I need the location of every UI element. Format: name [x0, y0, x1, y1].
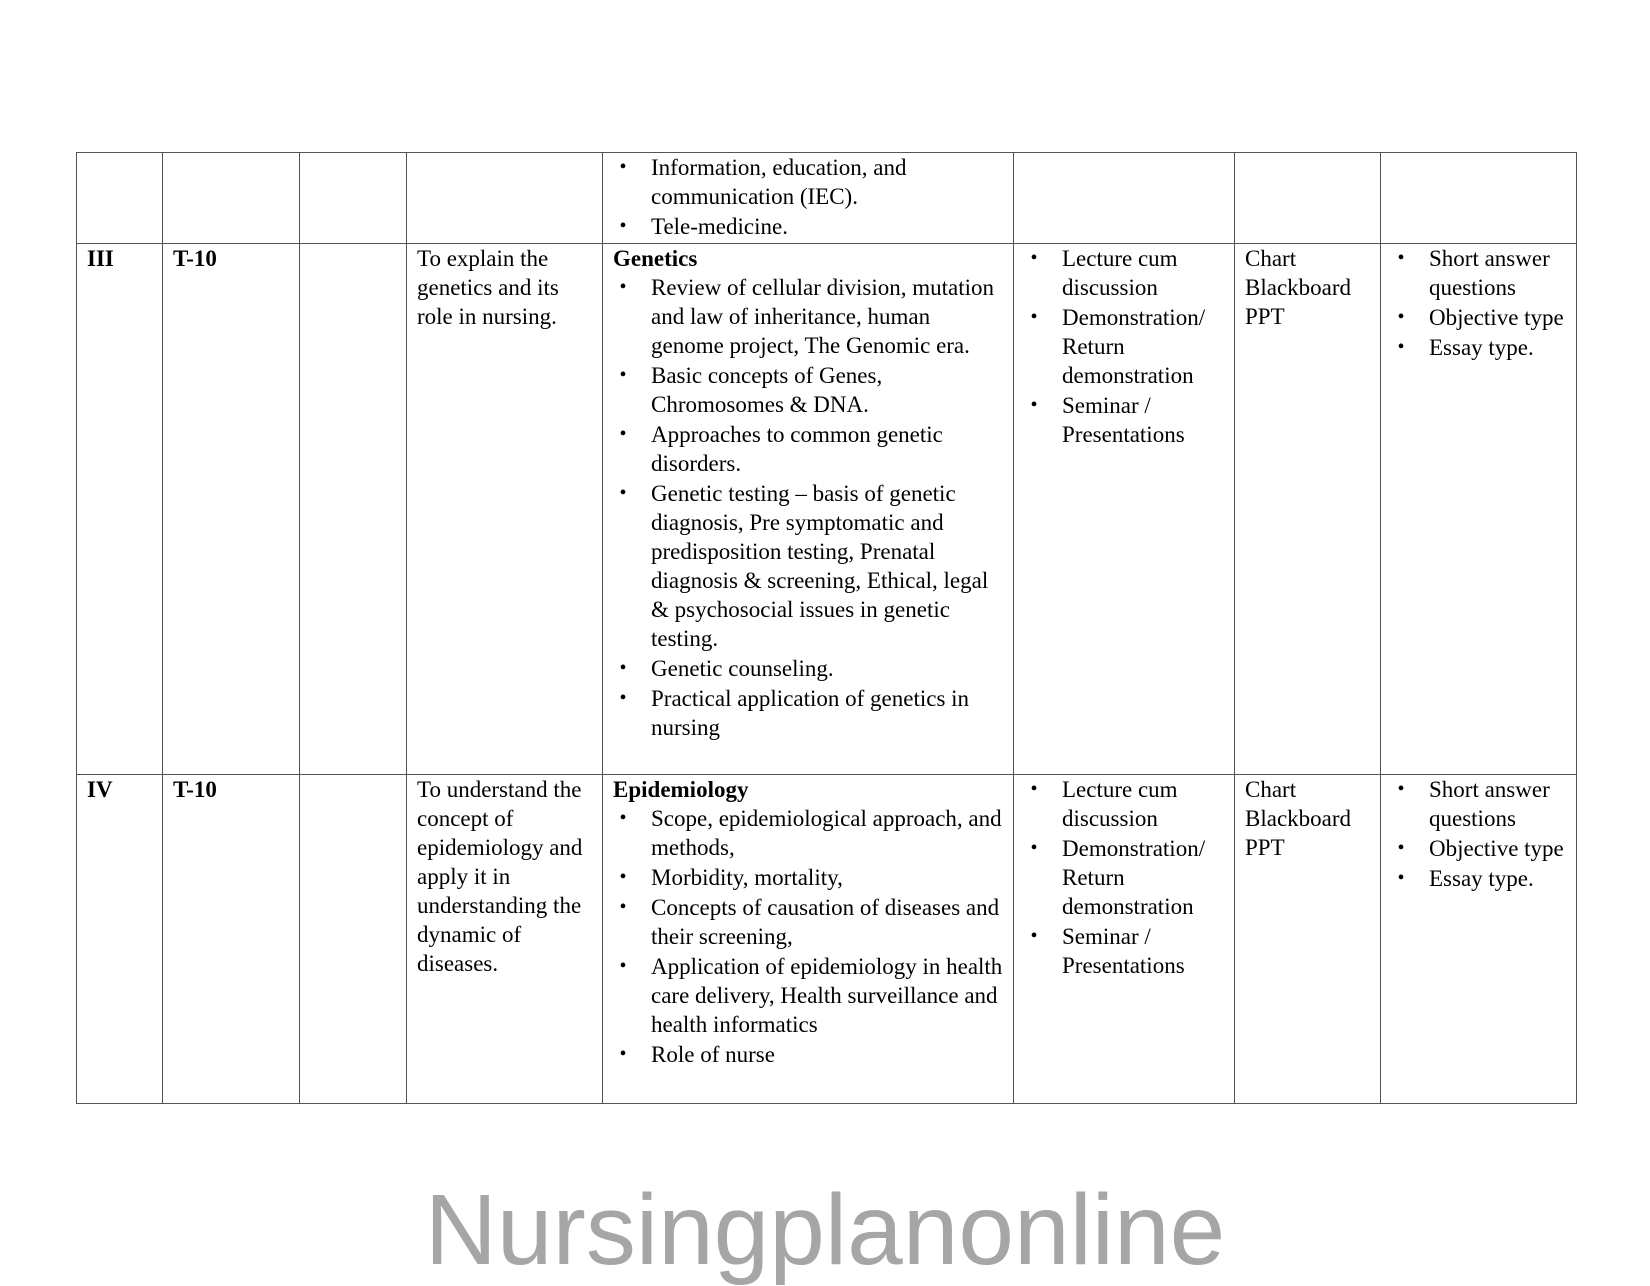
unit-cell	[77, 153, 163, 244]
list-item: • Tele-medicine.	[651, 212, 1003, 241]
av-aid-item: PPT	[1245, 304, 1285, 329]
table-row	[77, 153, 1577, 244]
list-item: • Information, education, and communication (IEC).	[651, 153, 1003, 211]
content-title: Epidemiology	[613, 777, 749, 802]
list-item: • Practical application of genetics in nursing	[651, 684, 1003, 742]
content-cell	[603, 153, 1014, 244]
table-row	[77, 244, 1577, 775]
objective-cell: To understand the concept of epidemiology and apply it in understanding the dynamic of diseases.	[407, 775, 603, 1104]
av-aid-item: Blackboard	[1245, 275, 1352, 300]
evaluation-cell	[1381, 244, 1577, 775]
content-cell	[603, 775, 1014, 1104]
methods-list	[1024, 244, 1224, 449]
list-item: • Review of cellular division, mutation and law of inheritance, human genome project, The Genomic era.	[651, 273, 1003, 360]
list-item: • Concepts of causation of diseases and their screening,	[651, 893, 1003, 951]
methods-cell	[1014, 153, 1235, 244]
empty-cell	[300, 244, 407, 775]
av-aid-item: Blackboard	[1245, 806, 1352, 831]
content-title: Genetics	[613, 246, 698, 271]
evaluation-list	[1391, 775, 1566, 893]
list-item: • Demonstration/ Return demonstration	[1062, 303, 1224, 390]
list-item: • Short answer questions	[1429, 775, 1566, 833]
list-item: • Approaches to common genetic disorders.	[651, 420, 1003, 478]
unit-cell: IV	[77, 775, 163, 1104]
list-item: • Seminar / Presentations	[1062, 922, 1224, 980]
empty-cell	[300, 775, 407, 1104]
av-aid-item: PPT	[1245, 835, 1285, 860]
syllabus-table	[76, 152, 1577, 1104]
methods-cell	[1014, 244, 1235, 775]
av-aids-list	[1245, 775, 1370, 862]
list-item: • Genetic counseling.	[651, 654, 1003, 683]
list-item: • Essay type.	[1429, 864, 1566, 893]
list-item: • Application of epidemiology in health care delivery, Health surveillance and health informatics	[651, 952, 1003, 1039]
list-item: • Lecture cum discussion	[1062, 244, 1224, 302]
methods-list	[1024, 775, 1224, 980]
table-body	[77, 153, 1577, 1104]
time-cell	[163, 153, 300, 244]
list-item: • Objective type	[1429, 303, 1566, 332]
objective-cell: To explain the genetics and its role in nursing.	[407, 244, 603, 775]
unit-cell: III	[77, 244, 163, 775]
empty-cell	[300, 153, 407, 244]
av-aids-cell	[1235, 244, 1381, 775]
objective-cell	[407, 153, 603, 244]
list-item: • Seminar / Presentations	[1062, 391, 1224, 449]
table-row	[77, 775, 1577, 1104]
content-list	[613, 273, 1003, 742]
list-item: • Short answer questions	[1429, 244, 1566, 302]
list-item: • Morbidity, mortality,	[651, 863, 1003, 892]
av-aids-cell	[1235, 775, 1381, 1104]
av-aids-cell	[1235, 153, 1381, 244]
time-cell: T-10	[163, 775, 300, 1104]
evaluation-list	[1391, 244, 1566, 362]
av-aid-item: Chart	[1245, 246, 1297, 271]
list-item: • Role of nurse	[651, 1040, 1003, 1069]
list-item: • Lecture cum discussion	[1062, 775, 1224, 833]
methods-cell	[1014, 775, 1235, 1104]
time-cell: T-10	[163, 244, 300, 775]
list-item: • Objective type	[1429, 834, 1566, 863]
evaluation-cell	[1381, 775, 1577, 1104]
list-item: • Genetic testing – basis of genetic diagnosis, Pre symptomatic and predisposition testing, Prenatal diagnosis & screening, Ethical, legal & psychosocial issues in genetic testing.	[651, 479, 1003, 653]
av-aid-item: Chart	[1245, 777, 1297, 802]
list-item: • Essay type.	[1429, 333, 1566, 362]
evaluation-cell	[1381, 153, 1577, 244]
list-item: • Demonstration/ Return demonstration	[1062, 834, 1224, 921]
list-item: • Basic concepts of Genes, Chromosomes & DNA.	[651, 361, 1003, 419]
content-cell	[603, 244, 1014, 775]
watermark: Nursingplanonline	[424, 1174, 1226, 1286]
content-list	[613, 804, 1003, 1069]
list-item: • Scope, epidemiological approach, and methods,	[651, 804, 1003, 862]
av-aids-list	[1245, 244, 1370, 331]
content-list	[613, 153, 1003, 241]
